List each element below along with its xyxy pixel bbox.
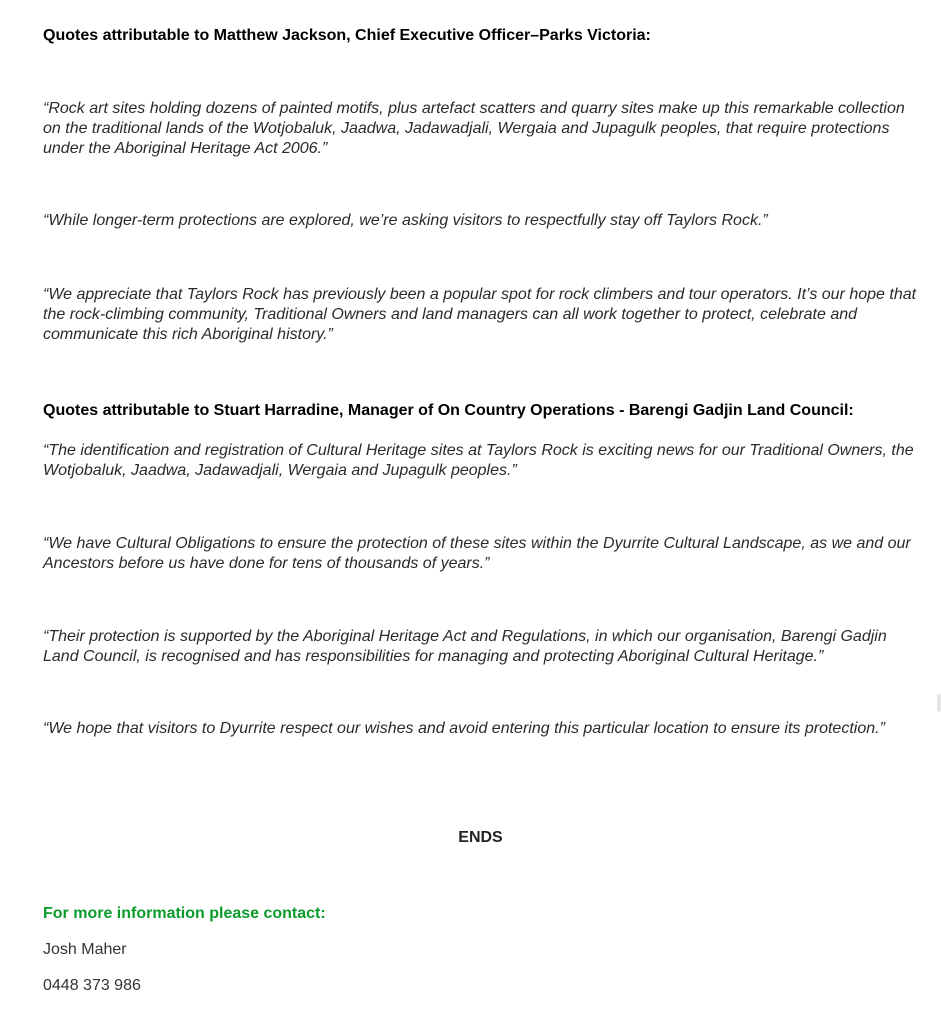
ends-marker: ENDS (458, 829, 503, 846)
quote-paragraph: “The identification and registration of Cultural Heritage sites at Taylors Rock is exciting news for our Traditional Owners, the Wotjobaluk, Jaadwa, Jadawadjali, Wergaia and Jupagulk peoples.” (43, 442, 914, 479)
quote-paragraph: “Their protection is supported by the Aboriginal Heritage Act and Regulations, in which our organisation, Barengi Gadjin Land Council, is recognised and has responsibilities for managing and protecting Aboriginal Cultural Heritage.” (43, 628, 887, 665)
section-heading-barengi-gadjin: Quotes attributable to Stuart Harradine, Manager of On Country Operations - Barengi Gadjin Land Council: (43, 402, 854, 419)
quote-paragraph: “We have Cultural Obligations to ensure the protection of these sites within the Dyurrite Cultural Landscape, as we and our Ancestors before us have done for tens of thousands of years.” (43, 535, 911, 572)
quote-paragraph: “Rock art sites holding dozens of painted motifs, plus artefact scatters and quarry sites make up this remarkable collection on the traditional lands of the Wotjobaluk, Jaadwa, Jadawadjali, Wergaia and Jupagulk peoples, that require protections under the Aboriginal Heritage Act 2006.” (43, 100, 905, 157)
contact-phone[interactable]: 0448 373 986 (43, 977, 141, 994)
quote-paragraph: “We appreciate that Taylors Rock has previously been a popular spot for rock climbers and tour operators. It’s our hope that the rock-climbing community, Traditional Owners and land managers can all work together to protect, celebrate and communicate this rich Aboriginal history.” (43, 286, 917, 343)
contact-name: Josh Maher (43, 941, 127, 958)
section-heading-parks-victoria: Quotes attributable to Matthew Jackson, Chief Executive Officer–Parks Victoria: (43, 27, 651, 44)
quote-paragraph: “While longer-term protections are explored, we’re asking visitors to respectfully stay off Taylors Rock.” (43, 212, 768, 229)
scrollbar[interactable] (937, 694, 941, 712)
quote-paragraph: “We hope that visitors to Dyurrite respect our wishes and avoid entering this particular location to ensure its protection.” (43, 720, 885, 737)
contact-label: For more information please contact: (43, 905, 326, 922)
